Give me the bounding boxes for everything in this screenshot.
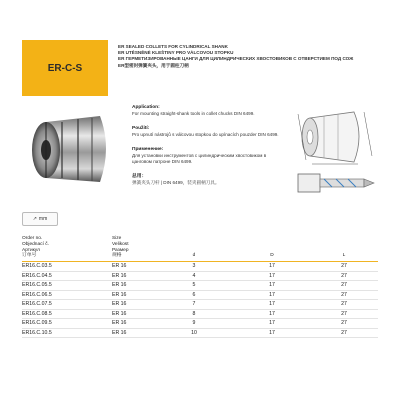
header-D: D	[234, 236, 310, 262]
table-row	[22, 290, 378, 300]
cell-D: 17	[234, 328, 310, 338]
application-heading-cn: 总用：	[132, 174, 147, 179]
cell-order: ER16.C.06.5	[22, 290, 112, 300]
cell-L: 27	[310, 262, 378, 272]
cell-L: 27	[310, 319, 378, 329]
cell-order: ER16.C.05.5	[22, 281, 112, 291]
cell-order: ER16.C.09.5	[22, 319, 112, 329]
product-code-badge	[22, 40, 108, 96]
cell-D: 17	[234, 300, 310, 310]
cell-L: 27	[310, 300, 378, 310]
cell-d: 7	[154, 300, 234, 310]
unit-tag-label: mm	[38, 216, 48, 222]
table-row	[22, 281, 378, 291]
cell-size: ER 16	[112, 300, 154, 310]
cell-L: 27	[310, 281, 378, 291]
cell-L: 27	[310, 290, 378, 300]
cell-D: 17	[234, 290, 310, 300]
cell-size: ER 16	[112, 309, 154, 319]
arrow-icon: ↗	[32, 216, 37, 222]
application-heading-ru: Применение:	[132, 147, 164, 152]
title-cn: ER型密封弹簧夹头，用于圆柱刀柄	[118, 62, 189, 68]
cell-order: ER16.C.08.5	[22, 309, 112, 319]
application-text	[132, 102, 282, 186]
product-code: ER-C-S	[47, 62, 83, 74]
table-row	[22, 319, 378, 329]
table-row	[22, 300, 378, 310]
cell-d: 9	[154, 319, 234, 329]
cell-d: 4	[154, 271, 234, 281]
title-ru: ER ГЕРМЕТИЗИРОВАННЫЕ ЦАНГИ ДЛЯ ЦИЛИНДРИЧЕСКИХ ХВОСТОВИКОВ С ОТВЕРСТИЕМ ПОД СОЖ	[118, 56, 354, 62]
header-order: Order no. Objednací č. Артикул 订单号	[22, 236, 112, 262]
cell-d: 6	[154, 290, 234, 300]
unit-tag	[22, 212, 58, 226]
application-text-ru: Для установки инструментов с цилиндрическим хвостовиком в цанговом патроне DIN 6499.	[132, 153, 267, 164]
cell-size: ER 16	[112, 319, 154, 329]
cell-D: 17	[234, 319, 310, 329]
cell-d: 8	[154, 309, 234, 319]
cell-L: 27	[310, 328, 378, 338]
cell-D: 17	[234, 281, 310, 291]
application-text-cz: Pro upnutí nástrojů s válcovou stopkou do upínacích pouzder DIN 6499.	[132, 132, 279, 137]
cell-d: 10	[154, 328, 234, 338]
cell-order: ER16.C.07.5	[22, 300, 112, 310]
cell-L: 27	[310, 309, 378, 319]
application-heading-cz: Použití:	[132, 126, 150, 131]
cell-size: ER 16	[112, 281, 154, 291]
application-heading-en: Application:	[132, 105, 160, 110]
cell-d: 5	[154, 281, 234, 291]
collet-drill-drawing	[296, 168, 380, 198]
cell-size: ER 16	[112, 271, 154, 281]
header-size: Size Velikost Размер 规格	[112, 236, 154, 262]
cell-d: 3	[154, 262, 234, 272]
table-header-row	[22, 236, 378, 262]
product-titles	[118, 44, 380, 69]
cell-L: 27	[310, 271, 378, 281]
collet-technical-drawing	[292, 106, 378, 168]
application-text-cn: 弹簧夹头刀杆 | DIN 6499，装夹圆柄刀具。	[132, 180, 220, 185]
header-L: L	[310, 236, 378, 262]
title-en: ER SEALED COLLETS FOR CYLINDRICAL SHANK	[118, 44, 228, 49]
table-row	[22, 328, 378, 338]
cell-size: ER 16	[112, 328, 154, 338]
table-row	[22, 262, 378, 272]
header-d: d	[154, 236, 234, 262]
product-header	[22, 40, 378, 96]
application-text-en: For mounting straight-shank tools in collet chucks DIN 6499.	[132, 111, 255, 116]
collet-table	[22, 236, 378, 338]
cell-D: 17	[234, 271, 310, 281]
title-cz: ER UTĚSNĚNÉ KLEŠTINY PRO VÁLCOVOU STOPKU	[118, 50, 234, 56]
cell-order: ER16.C.03.5	[22, 262, 112, 272]
cell-size: ER 16	[112, 262, 154, 272]
cell-order: ER16.C.04.5	[22, 271, 112, 281]
table-row	[22, 271, 378, 281]
cell-D: 17	[234, 262, 310, 272]
collet-photo	[22, 108, 118, 194]
table-row	[22, 309, 378, 319]
cell-D: 17	[234, 309, 310, 319]
cell-size: ER 16	[112, 290, 154, 300]
cell-order: ER16.C.10.5	[22, 328, 112, 338]
